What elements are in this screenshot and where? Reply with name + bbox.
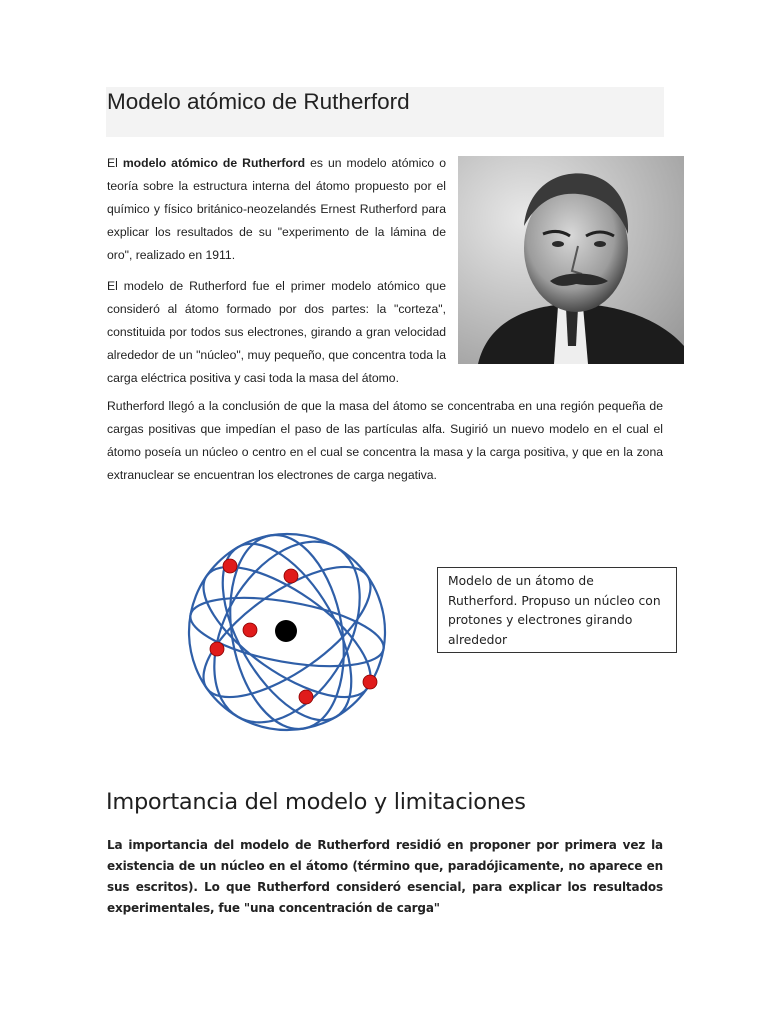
electron (223, 559, 237, 573)
electron (284, 569, 298, 583)
importance-paragraph: La importancia del modelo de Rutherford residió en proponer por primera vez la existencia de un núcleo en el átomo (término que, paradójicamente, no aparece en sus escritos). Lo que Rutherford consideró esencial, para explicar los resultados experimentales, fue "una concentración de carga" (107, 838, 663, 915)
rutherford-portrait (458, 156, 684, 364)
intro-prefix: El (107, 156, 123, 170)
electron (210, 642, 224, 656)
conclusion-paragraph: Rutherford llegó a la conclusión de que la masa del átomo se concentraba en una región pequeña de cargas positivas que impedían el paso de las partículas alfa. Sugirió un nuevo modelo en el cual el átomo poseía un núcleo o centro en el cual se concentra la masa y la carga positiva, y que en la zona extranuclear se encuentran los electrones de carga negativa. (107, 399, 663, 482)
intro-rest: es un modelo atómico o teoría sobre la estructura interna del átomo propuesto por el químico y físico británico-neozelandés Ernest Rutherford para explicar los resultados de su "experimento de la lámina de oro", realizado en 1911. (107, 156, 446, 262)
electron (299, 690, 313, 704)
intro-paragraph (107, 152, 446, 267)
model-paragraph: El modelo de Rutherford fue el primer modelo atómico que consideró al átomo formado por dos partes: la "corteza", constituida por todos sus electrones, girando a gran velocidad alrededor de un "núcleo", muy pequeño, que concentra toda la carga eléctrica positiva y casi toda la masa del átomo. (107, 279, 446, 385)
section-heading: Importancia del modelo y limitaciones (106, 789, 526, 815)
nucleus (275, 620, 297, 642)
atom-model-illustration (183, 522, 395, 744)
figure-caption: Modelo de un átomo de Rutherford. Propuso un núcleo con protones y electrones girando alrededor (437, 567, 677, 653)
intro-bold-term: modelo atómico de Rutherford (122, 156, 306, 170)
page-title: Modelo atómico de Rutherford (107, 89, 410, 114)
electron (363, 675, 377, 689)
electron (243, 623, 257, 637)
atom-diagram (183, 522, 395, 744)
portrait-image (458, 156, 684, 364)
